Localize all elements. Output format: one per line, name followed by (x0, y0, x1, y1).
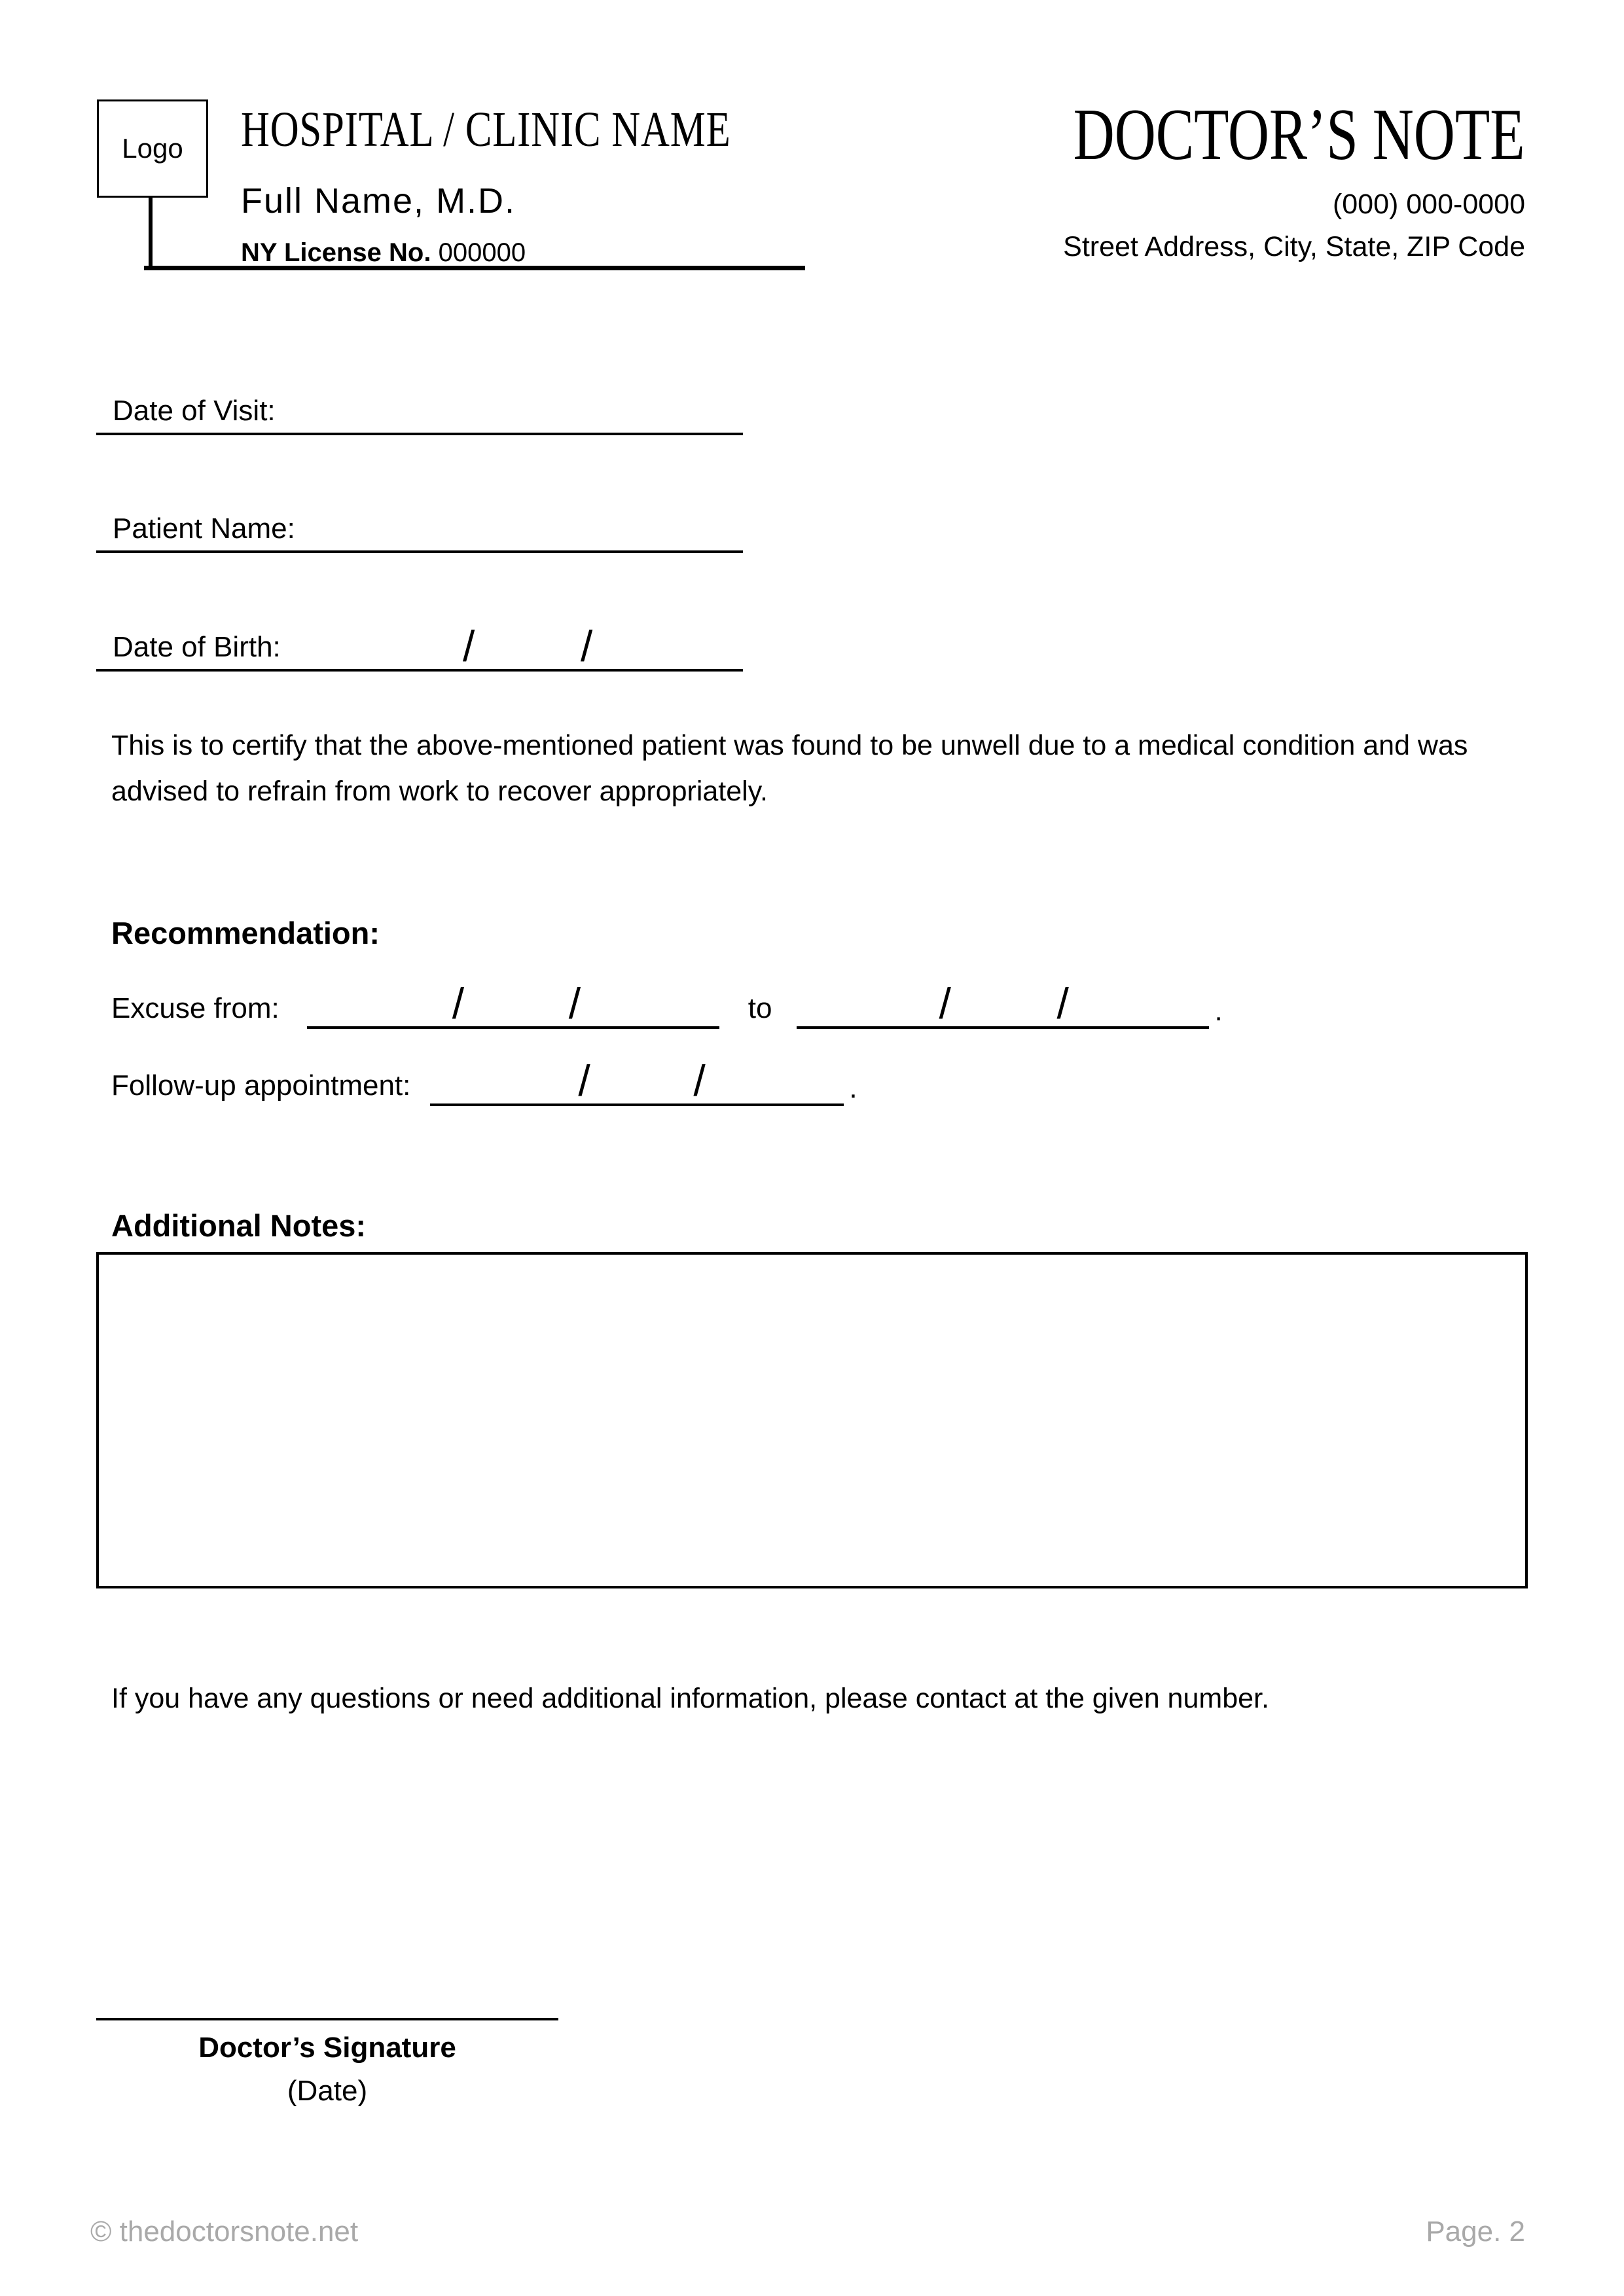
signature-date-label: (Date) (287, 2075, 368, 2107)
follow-up-row (111, 1056, 857, 1106)
slash-separator: / (1056, 979, 1069, 1028)
logo-label: Logo (122, 133, 183, 164)
patient-name-field[interactable] (96, 511, 743, 553)
clinic-phone: (000) 000-0000 (1332, 188, 1525, 220)
clinic-info-block (241, 102, 854, 268)
slash-separator: / (939, 979, 951, 1028)
clinic-name: HOSPITAL / CLINIC NAME (241, 102, 731, 157)
header-vertical-rule (149, 196, 153, 270)
additional-notes-heading: Additional Notes: (111, 1208, 367, 1243)
follow-up-date-blank[interactable] (430, 1056, 844, 1106)
footer-page-number: Page. 2 (1426, 2215, 1525, 2248)
slash-separator: / (693, 1056, 706, 1105)
signature-line[interactable] (96, 2018, 558, 2020)
excuse-from-label: Excuse from: (111, 992, 280, 1024)
document-title: DOCTOR’S NOTE (1073, 94, 1525, 175)
contact-paragraph: If you have any questions or need additional information, please contact at the given number. (111, 1683, 1269, 1714)
slash-separator: / (578, 1056, 590, 1105)
doctor-name: Full Name, M.D. (241, 181, 516, 221)
date-of-birth-field[interactable] (96, 622, 743, 672)
date-of-visit-field[interactable] (96, 393, 743, 435)
document-title-block (946, 94, 1525, 263)
slash-separator: / (568, 979, 581, 1028)
logo-placeholder (97, 99, 208, 198)
recommendation-heading: Recommendation: (111, 916, 380, 950)
additional-notes-box[interactable] (96, 1252, 1528, 1588)
excuse-period-row (111, 979, 1223, 1029)
sentence-period: . (849, 1072, 857, 1104)
slash-separator: / (452, 979, 465, 1028)
license-label: NY License No. (241, 238, 431, 267)
excuse-from-date-blank[interactable] (307, 979, 719, 1029)
slash-separator: / (581, 622, 593, 670)
slash-separator: / (463, 622, 475, 670)
clinic-address: Street Address, City, State, ZIP Code (1063, 231, 1525, 262)
footer-copyright: © thedoctorsnote.net (90, 2215, 359, 2248)
to-label: to (748, 992, 772, 1024)
certification-paragraph: This is to certify that the above-mentioned patient was found to be unwell due to a medical condition and was advised to refrain from work to recover appropriately. (111, 730, 1468, 807)
date-of-birth-label: Date of Birth: (113, 631, 281, 663)
license-line (241, 238, 854, 268)
date-of-visit-label: Date of Visit: (113, 395, 276, 427)
license-number: 000000 (438, 238, 526, 267)
signature-label: Doctor’s Signature (198, 2032, 456, 2064)
sentence-period: . (1214, 995, 1223, 1027)
follow-up-label: Follow-up appointment: (111, 1069, 411, 1102)
excuse-to-date-blank[interactable] (797, 979, 1209, 1029)
patient-name-label: Patient Name: (113, 512, 295, 545)
